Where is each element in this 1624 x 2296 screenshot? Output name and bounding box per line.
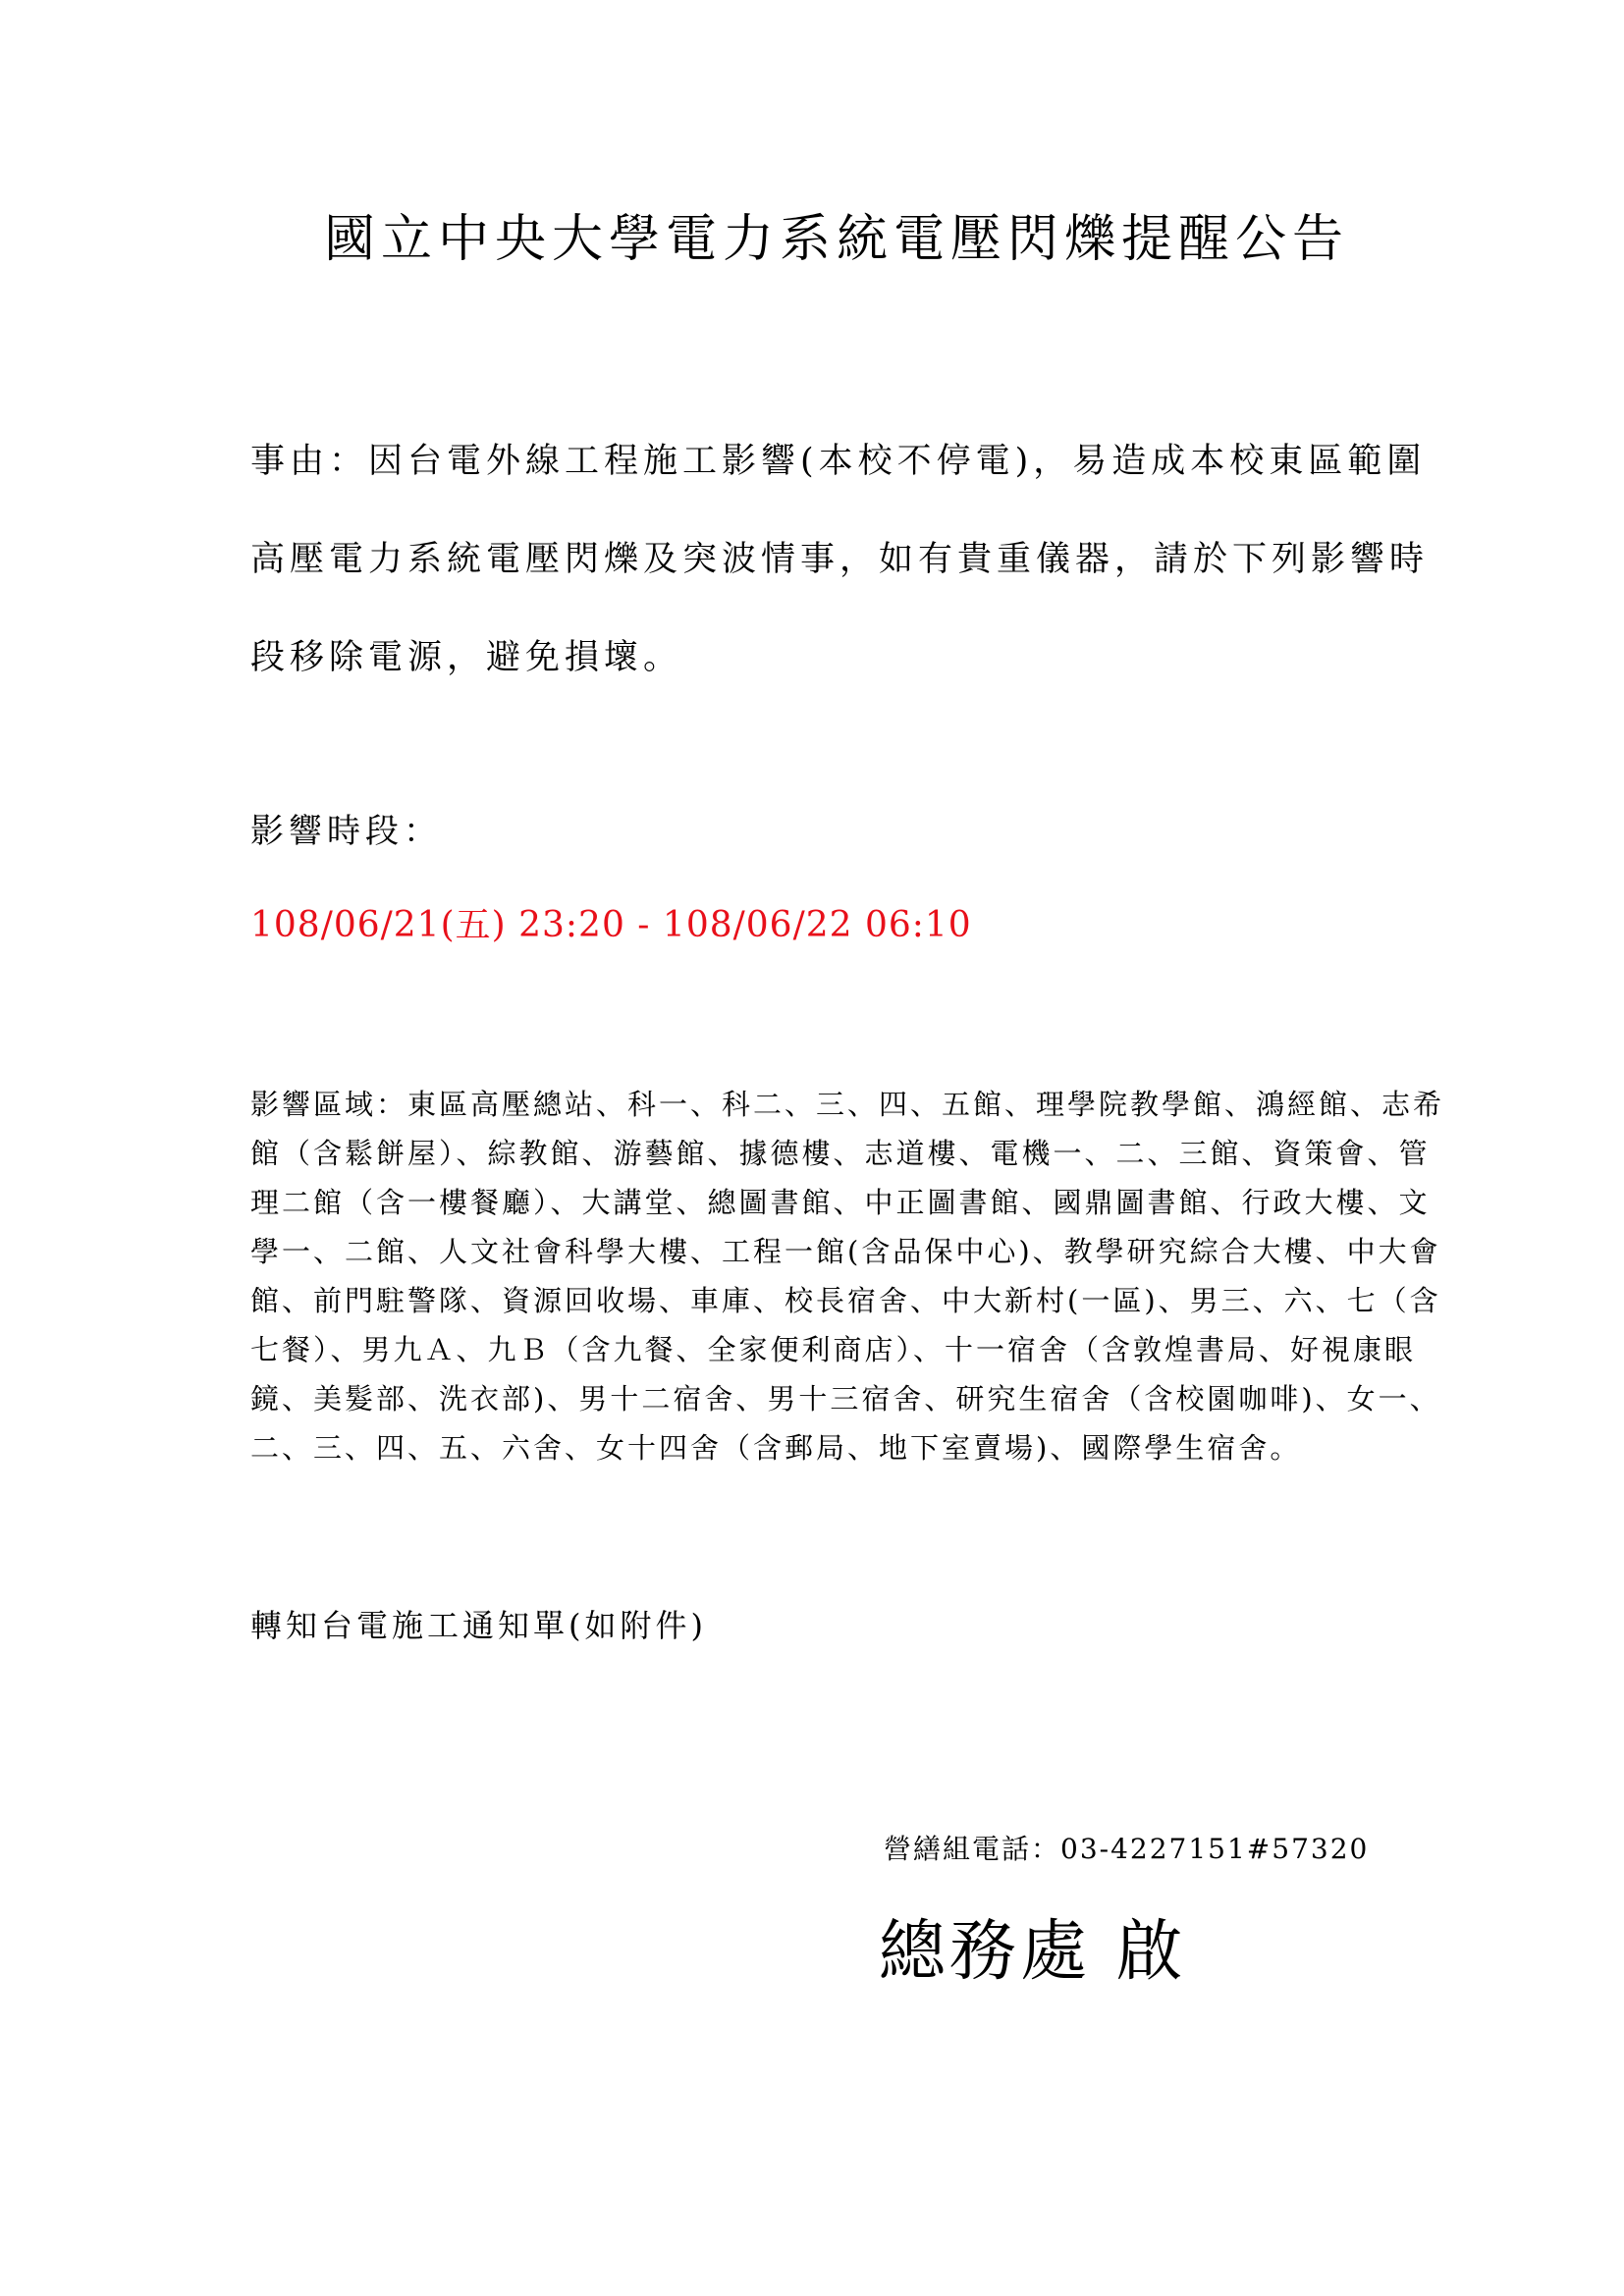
announcement-title: 國立中央大學電力系統電壓閃爍提醒公告 — [324, 210, 1350, 269]
impact-areas-paragraph: 影響區域：東區高壓總站、科一、科二、三、四、五館、理學院教學館、鴻經館、志希館（含鬆餅屋）、綜教館、游藝館、據德樓、志道樓、電機一、二、三館、資策會、管理二館（含一樓餐廳）、大講堂、總圖書館、中正圖書館、國鼎圖書館、行政大樓、文學一、二館、人文社會科學大樓、工程一館(含品保中心)、教學研究綜合大樓、中大會館、前門駐警隊、資源回收場、車庫、校長宿舍、中大新村(一區)、男三、六、七（含七餐）、男九Ａ、九Ｂ（含九餐、全家便利商店）、十一宿舍（含敦煌書局、好視康眼鏡、美髮部、洗衣部)、男十二宿舍、男十三宿舍、研究生宿舍（含校園咖啡)、女一、二、三、四、五、六舍、女十四舍（含郵局、地下室賣場)、國際學生宿舍。 — [250, 1088, 1445, 1465]
issuer-signature: 總務處 啟 — [879, 1913, 1187, 1991]
contact-phone: 營繕組電話：03-4227151#57320 — [884, 1833, 1370, 1865]
reason-paragraph: 事由：因台電外線工程施工影響(本校不停電)，易造成本校東區範圍高壓電力系統電壓閃爍及突波情事，如有貴重儀器，請於下列影響時段移除電源，避免損壞。 — [250, 442, 1430, 677]
impact-time-range: 108/06/21(五) 23:20 - 108/06/22 06:10 — [250, 905, 972, 945]
forward-note: 轉知台電施工通知單(如附件) — [250, 1607, 707, 1644]
impact-time-label: 影響時段： — [250, 812, 442, 851]
